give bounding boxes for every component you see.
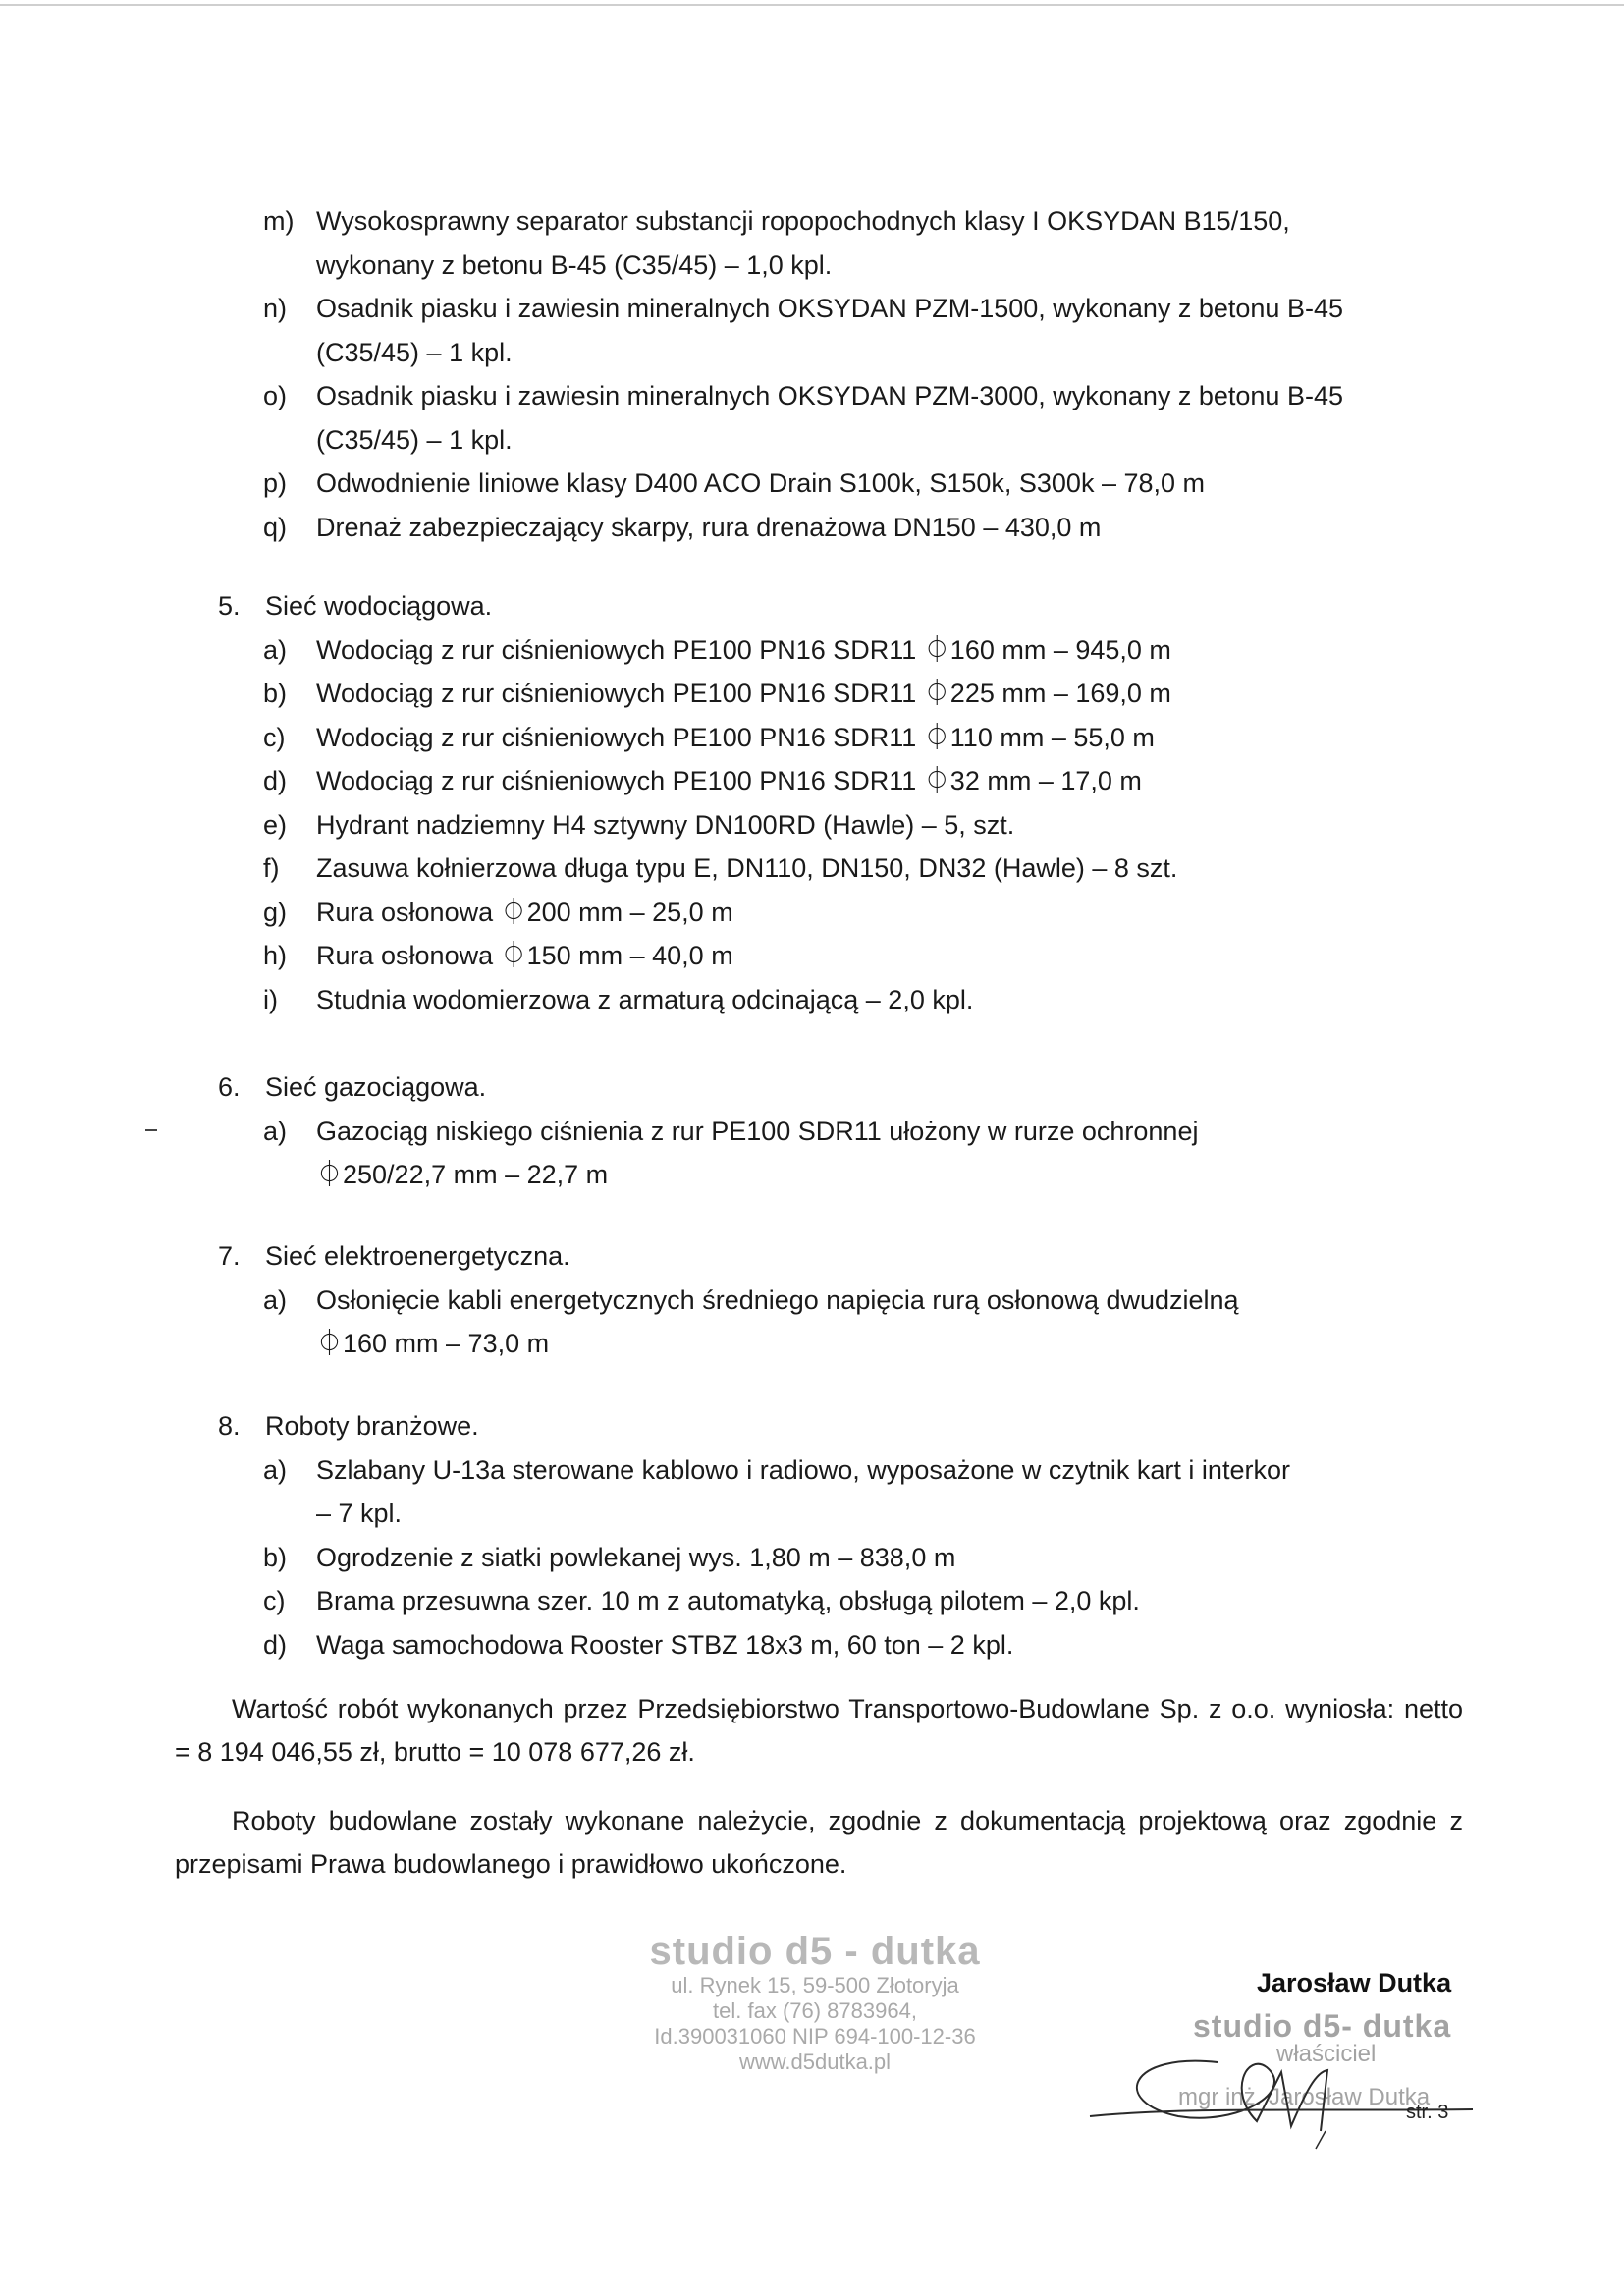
section-title: Sieć elektroenergetyczna.: [265, 1241, 570, 1271]
stamp-brand: studio d5 - dutka: [649, 1930, 981, 1973]
item-label: o): [263, 381, 288, 410]
item-label: d): [263, 1629, 288, 1660]
completion-paragraph-text: Roboty budowlane zostały wykonane należycie, zgodnie z dokumentacją projektową oraz zgodnie z przepisami Prawa budowlanego i prawidłowo ukończone.: [175, 1806, 1463, 1879]
item-text: Wodociąg z rur ciśnieniowych PE100 PN16 SDR11 ⏀225 mm – 169,0 m: [316, 679, 1171, 708]
item-label: h): [263, 941, 288, 970]
item-text: Wodociąg z rur ciśnieniowych PE100 PN16 SDR11 ⏀110 mm – 55,0 m: [316, 722, 1155, 752]
section-title: Roboty branżowe.: [265, 1411, 479, 1441]
item-text: Osłonięcie kabli energetycznych średniego napięcia rurą osłonową dwudzielną: [316, 1285, 1239, 1315]
item-label: e): [263, 809, 288, 840]
item-text: ⏀250/22,7 mm – 22,7 m: [316, 1160, 609, 1189]
section-title: Sieć wodociągowa.: [265, 591, 493, 621]
section-title: Sieć gazociągowa.: [265, 1072, 487, 1102]
item-text: wykonany z betonu B-45 (C35/45) – 1,0 kpl.: [316, 249, 833, 280]
item-label: a): [263, 1285, 288, 1315]
value-paragraph-text: Wartość robót wykonanych przez Przedsiębiorstwo Transportowo-Budowlane Sp. z o.o. wyniosła: netto = 8 194 046,55 zł, brutto = 10 078 677,26 zł.: [175, 1694, 1463, 1767]
stamp-address: ul. Rynek 15, 59-500 Złotoryja: [671, 1973, 959, 1997]
item-label: c): [263, 1586, 286, 1615]
value-paragraph: [175, 1687, 1463, 1774]
item-text: (C35/45) – 1 kpl.: [316, 424, 513, 455]
item-text: – 7 kpl.: [316, 1499, 403, 1528]
item-label: a): [263, 634, 288, 665]
completion-paragraph: [175, 1799, 1463, 1886]
item-text: Waga samochodowa Rooster STBZ 18x3 m, 60 ton – 2 kpl.: [316, 1629, 1014, 1660]
item-label: p): [263, 468, 288, 498]
item-label: g): [263, 897, 288, 927]
section-number: 7.: [218, 1241, 241, 1271]
item-label: i): [263, 984, 278, 1014]
item-label: b): [263, 679, 288, 708]
item-text: Osadnik piasku i zawiesin mineralnych OKSYDAN PZM-3000, wykonany z betonu B-45: [316, 381, 1343, 410]
item-text: Gazociąg niskiego ciśnienia z rur PE100 SDR11 ułożony w rurze ochronnej: [316, 1116, 1199, 1146]
item-label: c): [263, 722, 286, 752]
item-text: Szlabany U-13a sterowane kablowo i radiowo, wyposażone w czytnik kart i interkor: [316, 1454, 1290, 1485]
item-label: n): [263, 294, 288, 323]
item-label: d): [263, 766, 288, 795]
signature-stamp-name: mgr inż. Jarosław Dutka: [1178, 2084, 1431, 2110]
stamp-ids: Id.390031060 NIP 694-100-12-36: [654, 2024, 976, 2049]
item-text: Wysokosprawny separator substancji ropopochodnych klasy I OKSYDAN B15/150,: [316, 206, 1290, 236]
signature-stamp-brand: studio d5- dutka: [1193, 2008, 1452, 2044]
item-text: Rura osłonowa ⏀200 mm – 25,0 m: [316, 897, 733, 927]
item-text: Zasuwa kołnierzowa długa typu E, DN110, DN150, DN32 (Hawle) – 8 szt.: [316, 853, 1178, 883]
item-text: Osadnik piasku i zawiesin mineralnych OKSYDAN PZM-1500, wykonany z betonu B-45: [316, 294, 1343, 323]
stamp-website: www.d5dutka.pl: [738, 2050, 892, 2074]
item-text: (C35/45) – 1 kpl.: [316, 337, 513, 367]
item-text: Ogrodzenie z siatki powlekanej wys. 1,80 m – 838,0 m: [316, 1542, 956, 1572]
item-label: a): [263, 1454, 288, 1485]
section-number: 6.: [218, 1072, 241, 1102]
item-text: Rura osłonowa ⏀150 mm – 40,0 m: [316, 941, 733, 970]
item-label: b): [263, 1542, 288, 1572]
item-text: Wodociąg z rur ciśnieniowych PE100 PN16 SDR11 ⏀160 mm – 945,0 m: [316, 634, 1171, 665]
handwritten-signature: [1070, 2033, 1483, 2151]
stamp-phone: tel. fax (76) 8783964,: [713, 1998, 917, 2023]
item-label: q): [263, 512, 288, 542]
section-number: 5.: [218, 591, 241, 621]
item-text: Wodociąg z rur ciśnieniowych PE100 PN16 SDR11 ⏀32 mm – 17,0 m: [316, 766, 1142, 795]
item-label: m): [263, 206, 295, 236]
item-text: Hydrant nadziemny H4 sztywny DN100RD (Hawle) – 5, szt.: [316, 809, 1015, 840]
item-text: Studnia wodomierzowa z armaturą odcinającą – 2,0 kpl.: [316, 984, 974, 1014]
item-text: Odwodnienie liniowe klasy D400 ACO Drain S100k, S150k, S300k – 78,0 m: [316, 468, 1206, 498]
item-label: a): [263, 1116, 288, 1146]
page-number: str. 3: [1406, 2102, 1449, 2123]
company-stamp: [589, 1930, 1041, 2075]
item-text: Brama przesuwna szer. 10 m z automatyką, obsługą pilotem – 2,0 kpl.: [316, 1586, 1140, 1615]
item-text: Drenaż zabezpieczający skarpy, rura drenażowa DN150 – 430,0 m: [316, 512, 1102, 542]
item-text: ⏀160 mm – 73,0 m: [316, 1329, 550, 1358]
signer-name: Jarosław Dutka: [1257, 1968, 1452, 1997]
section-number: 8.: [218, 1411, 241, 1441]
signature-stamp-role: właściciel: [1276, 2041, 1377, 2067]
item-label: f): [263, 853, 280, 883]
